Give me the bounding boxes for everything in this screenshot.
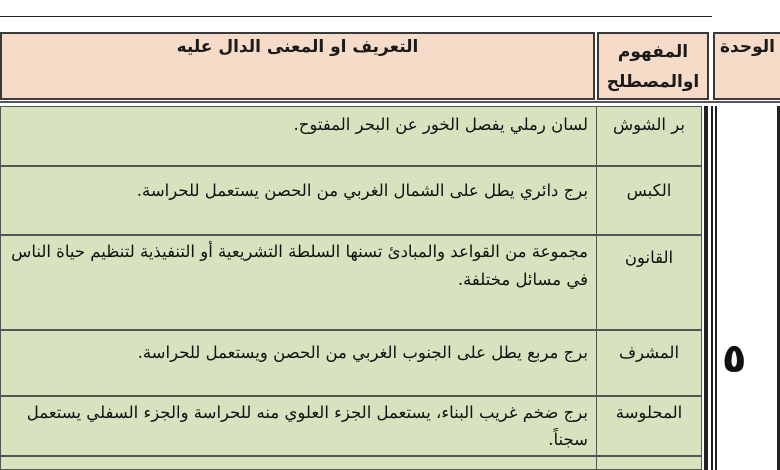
table-row [0,330,712,396]
table-row [0,166,712,235]
concept-cell: المحلوسة [597,396,702,456]
concept-cell-partial [597,456,702,470]
table-row [0,106,712,166]
header-definition-label: التعريف او المعنى الدال عليه [176,37,419,57]
table-row [0,235,712,330]
header-concept [597,32,709,100]
table-row [0,456,712,470]
header-concept-line1: المفهوم [617,42,689,62]
header-unit-label: الوحدة [720,37,775,57]
top-rule [0,16,712,17]
definition-cell: لسان رملي يفصل الخور عن البحر المفتوح. [0,106,597,166]
definition-cell: برج ضخم غريب البناء، يستعمل الجزء العلوي منه للحراسة والجزء السفلي يستعمل سجناً. [0,396,597,456]
definition-cell: برج دائري يطل على الشمال الغربي من الحصن يستعمل للحراسة. [0,166,597,235]
table-header [0,32,780,100]
definition-cell: برج مربع يطل على الجنوب الغربي من الحصن ويستعمل للحراسة. [0,330,597,396]
header-unit [713,32,780,100]
definition-cell-partial [0,456,597,470]
header-definition [0,32,595,100]
concept-cell: القانون [597,235,702,330]
column-divider-thin [711,106,713,470]
table-row [0,396,712,456]
table-body [0,106,780,470]
header-concept-line2: اوالمصطلح [606,72,700,92]
header-separator [0,101,780,103]
unit-number: ٥ [722,336,747,382]
concept-cell: المشرف [597,330,702,396]
unit-cell [717,106,780,470]
column-divider-thick [704,106,708,470]
concept-cell: الكبس [597,166,702,235]
concept-cell: بر الشوش [597,106,702,166]
definition-cell: مجموعة من القواعد والمبادئ تسنها السلطة التشريعية أو التنفيذية لتنظيم حياة الناس في مسائل مختلفة. [0,235,597,330]
